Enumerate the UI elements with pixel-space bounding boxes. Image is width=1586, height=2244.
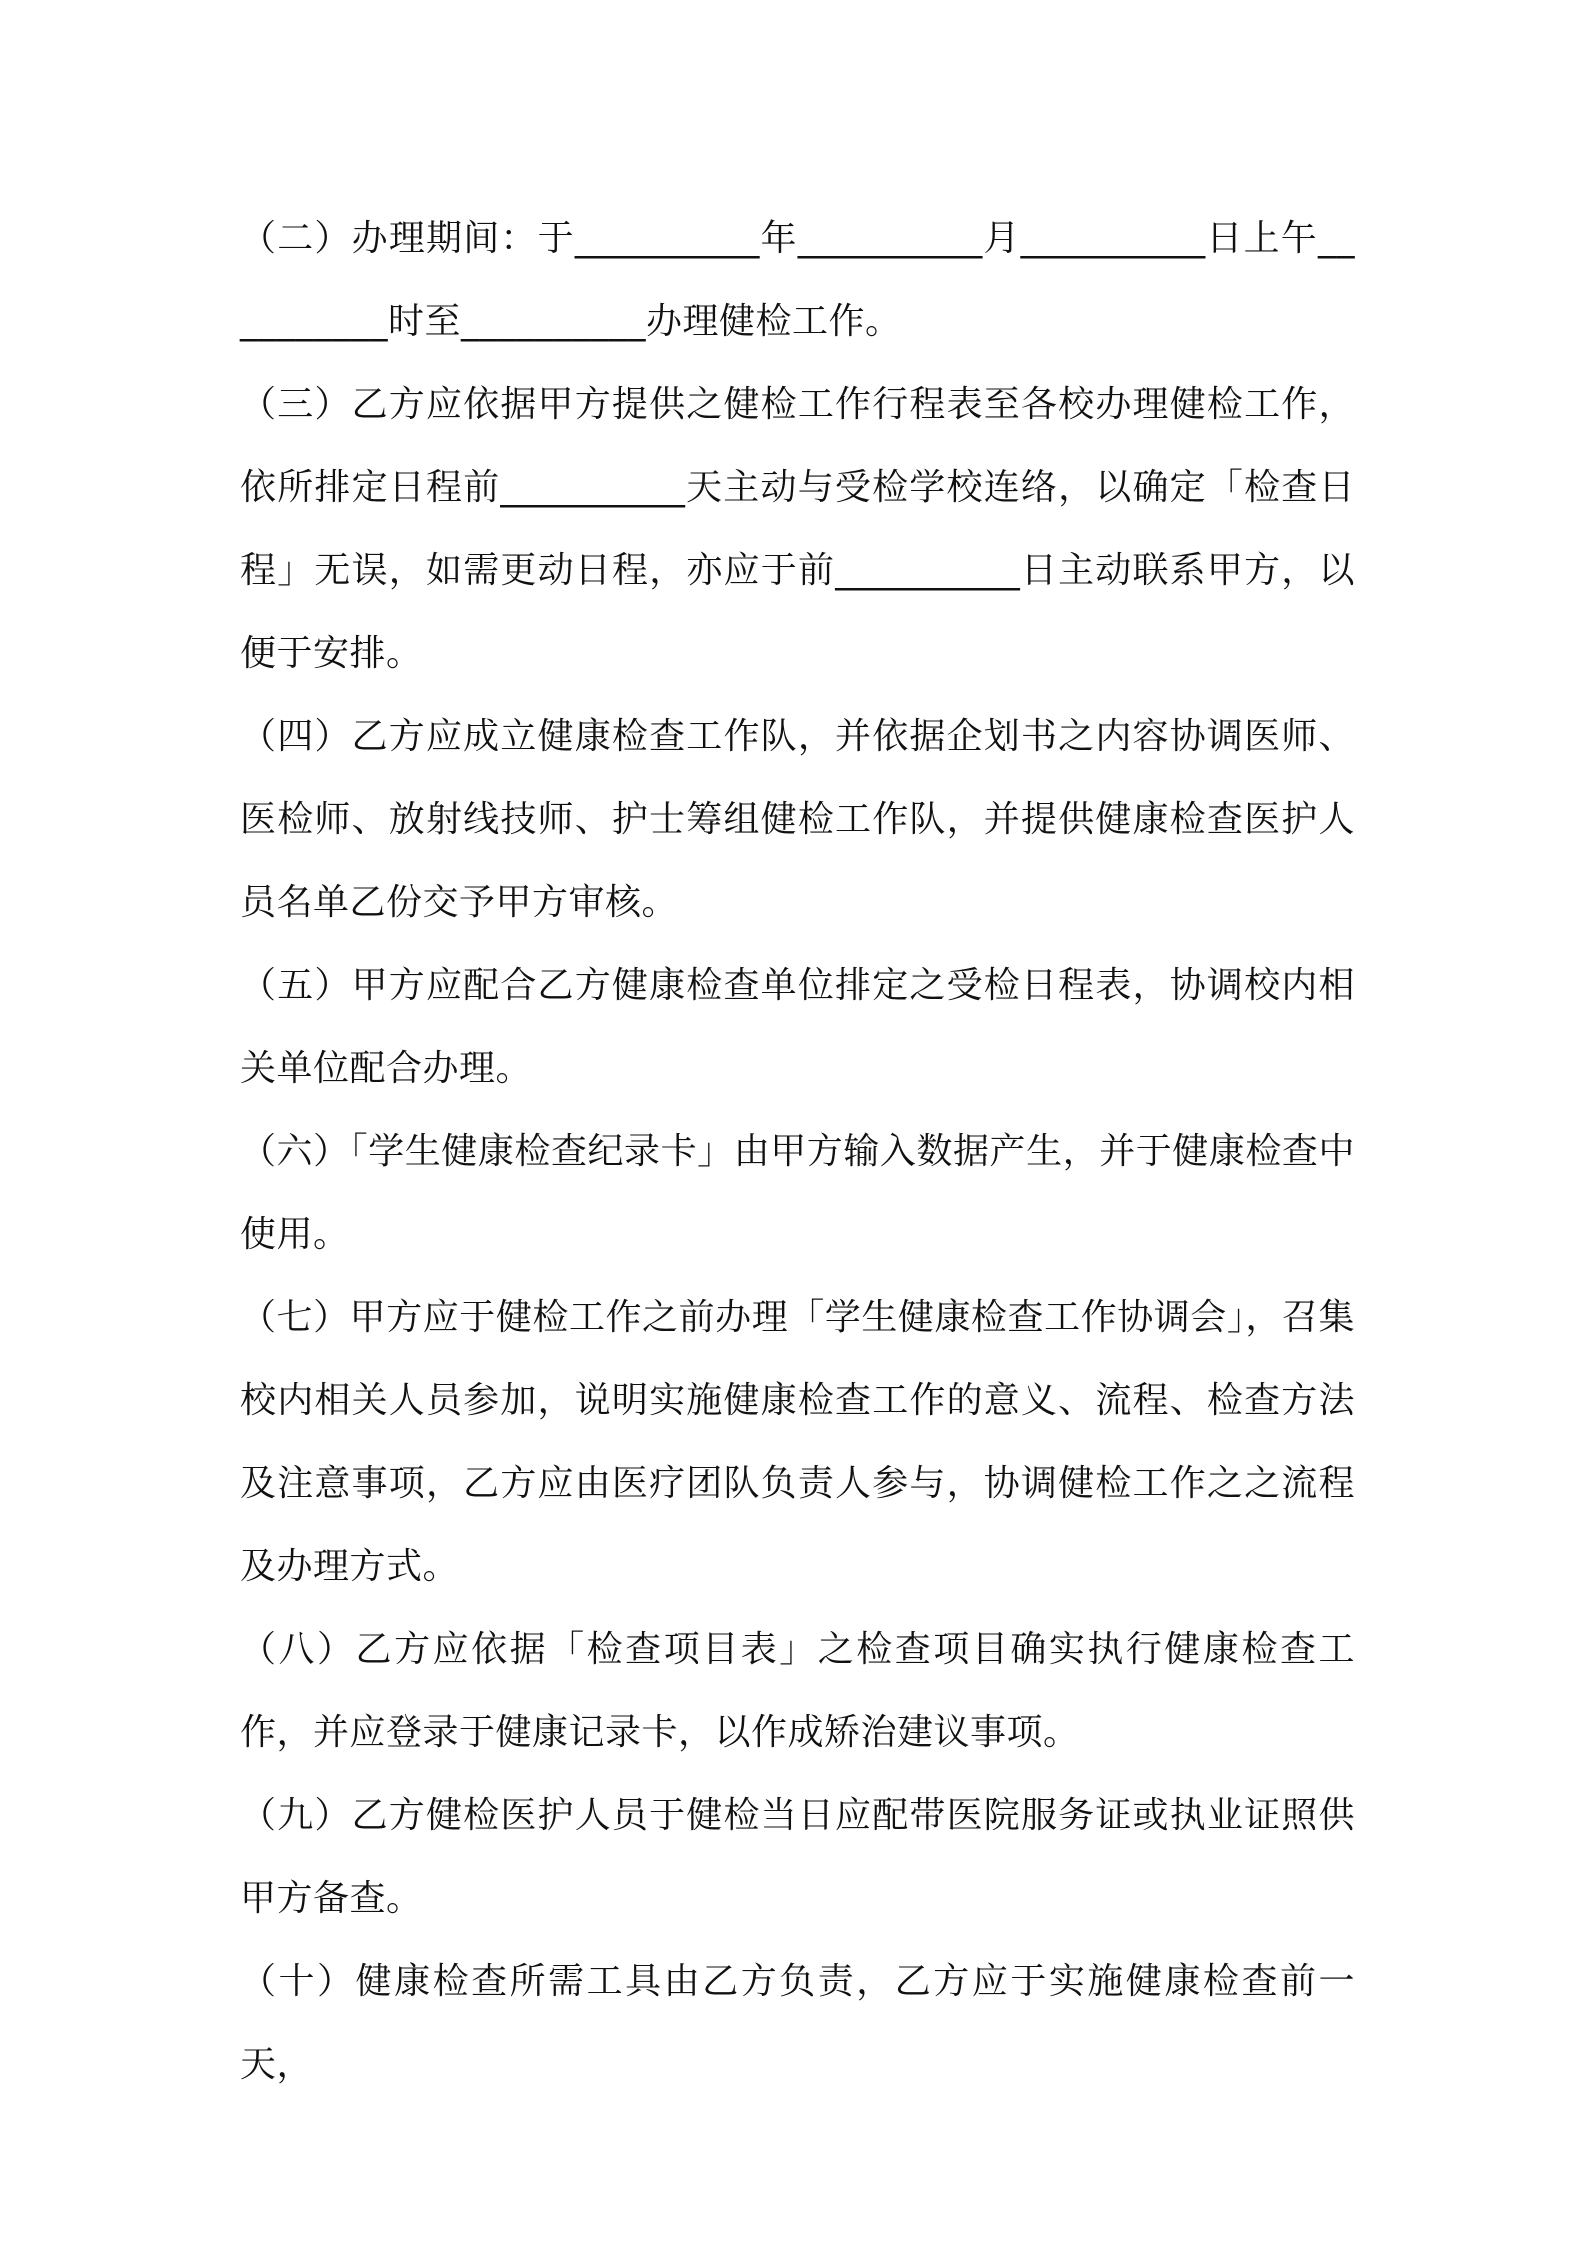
- clause-2-period: （二）办理期间：于__________年__________月__________日上午__________时至__________办理健检工作。: [240, 218, 1355, 342]
- clause-10-tools: （十）健康检查所需工具由乙方负责，乙方应于实施健康检查前一天，: [240, 1961, 1355, 2085]
- clause-4-team: （四）乙方应成立健康检查工作队，并依据企划书之内容协调医师、医检师、放射线技师、护士筹组健检工作队，并提供健康检查医护人员名单乙份交予甲方审核。: [240, 716, 1355, 923]
- clause-6-record-card: （六）「学生健康检查纪录卡」由甲方输入数据产生，并于健康检查中使用。: [240, 1131, 1355, 1255]
- clause-5-coordination: （五）甲方应配合乙方健康检查单位排定之受检日程表，协调校内相关单位配合办理。: [240, 965, 1355, 1089]
- clause-7-meeting: （七）甲方应于健检工作之前办理「学生健康检查工作协调会」，召集校内相关人员参加，说明实施健康检查工作的意义、流程、检查方法及注意事项，乙方应由医疗团队负责人参与，协调健检工作之之流程及办理方式。: [240, 1297, 1355, 1587]
- clause-9-credentials: （九）乙方健检医护人员于健检当日应配带医院服务证或执业证照供甲方备查。: [240, 1795, 1355, 1919]
- clause-8-items: （八）乙方应依据「检查项目表」之检查项目确实执行健康检查工作，并应登录于健康记录卡，以作成矫治建议事项。: [240, 1629, 1355, 1753]
- clause-3-schedule: （三）乙方应依据甲方提供之健检工作行程表至各校办理健检工作，依所排定日程前__________天主动与受检学校连络，以确定「检查日程」无误，如需更动日程，亦应于前__________日主动联系甲方，以便于安排。: [240, 384, 1355, 674]
- document-body: [240, 197, 1355, 2106]
